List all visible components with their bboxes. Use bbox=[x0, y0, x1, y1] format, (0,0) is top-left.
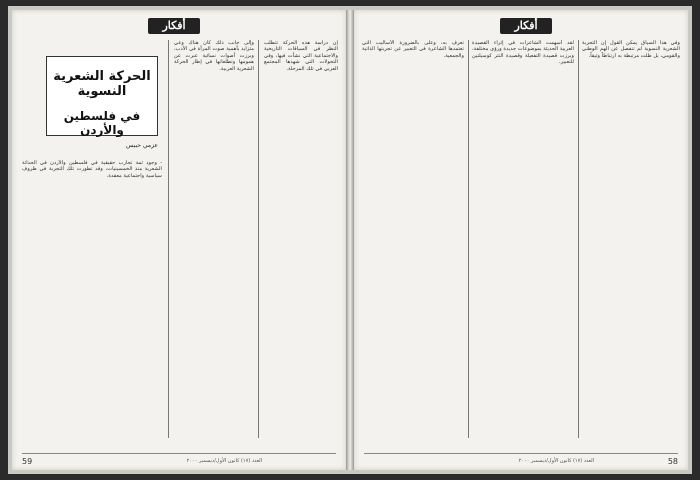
article-title-line2: في فلسطين والأردن bbox=[63, 109, 141, 137]
paragraph: وفي هذا السياق يمكن القول إن التجربة الشعرية النسوية لم تنفصل عن الهم الوطني والقومي، بل ظلت مرتبطة به ارتباطاً وثيقاً. bbox=[582, 40, 680, 59]
paragraph: تعرف به، وعلى بالضرورة الأساليب التي تعتمدها الشاعرة في التعبير عن تجربتها الذاتية والجمعية. bbox=[362, 40, 464, 59]
footer-rule bbox=[364, 453, 678, 454]
left-col-2 bbox=[174, 40, 254, 430]
magazine-spread bbox=[8, 6, 692, 474]
left-page bbox=[12, 10, 346, 470]
column-divider bbox=[168, 40, 169, 438]
column-divider bbox=[258, 40, 259, 438]
magazine-logo: أفكار bbox=[148, 18, 200, 34]
article-title-line1: الحركة الشعرية النسوية bbox=[53, 69, 151, 99]
page-number: 58 bbox=[667, 457, 678, 466]
left-col-1 bbox=[22, 160, 162, 430]
right-col-2 bbox=[472, 40, 574, 430]
paragraph: لقد أسهمت الشاعرات في إثراء القصيدة العربية الحديثة بموضوعات جديدة ورؤى مختلفة، وبرزت قصيدة التفعيلة وقصيدة النثر كوسيلتين للتعبير. bbox=[472, 40, 574, 66]
magazine-logo: أفكار bbox=[500, 18, 552, 34]
right-page bbox=[354, 10, 688, 470]
paragraph: إن دراسة هذه الحركة تتطلب النظر في السياقات التاريخية والاجتماعية التي نشأت فيها، وفي التحولات التي شهدها المجتمع العربي في تلك المرحلة. bbox=[264, 40, 338, 72]
column-divider bbox=[468, 40, 469, 438]
right-col-3 bbox=[582, 40, 680, 430]
page-footer: العدد (١٧) كانون الأول/ديسمبر ٢٠٠٠ bbox=[518, 458, 594, 464]
spine-gutter bbox=[346, 10, 354, 470]
page-footer: العدد (١٧) كانون الأول/ديسمبر ٢٠٠٠ bbox=[186, 458, 262, 464]
article-title-box bbox=[46, 56, 158, 136]
paragraph: - وجود ثمة تجارب حقيقية في فلسطين والأردن في الحداثة الشعرية منذ الخمسينيات، وقد تطورت تلك التجربة في ظروف سياسية واجتماعية معقدة. bbox=[22, 160, 162, 179]
column-divider bbox=[578, 40, 579, 438]
footer-rule bbox=[22, 453, 336, 454]
author-byline: عزمي حبيس bbox=[126, 142, 158, 149]
page-number: 59 bbox=[22, 457, 33, 466]
paragraph: وإلى جانب ذلك كان هناك وعي متزايد بأهمية صوت المرأة في الأدب، وبرزت أصوات نسائية عبرت عن همومها وتطلعاتها في إطار الحركة الشعرية العربية. bbox=[174, 40, 254, 72]
right-col-1 bbox=[362, 40, 464, 430]
left-col-3 bbox=[264, 40, 338, 430]
